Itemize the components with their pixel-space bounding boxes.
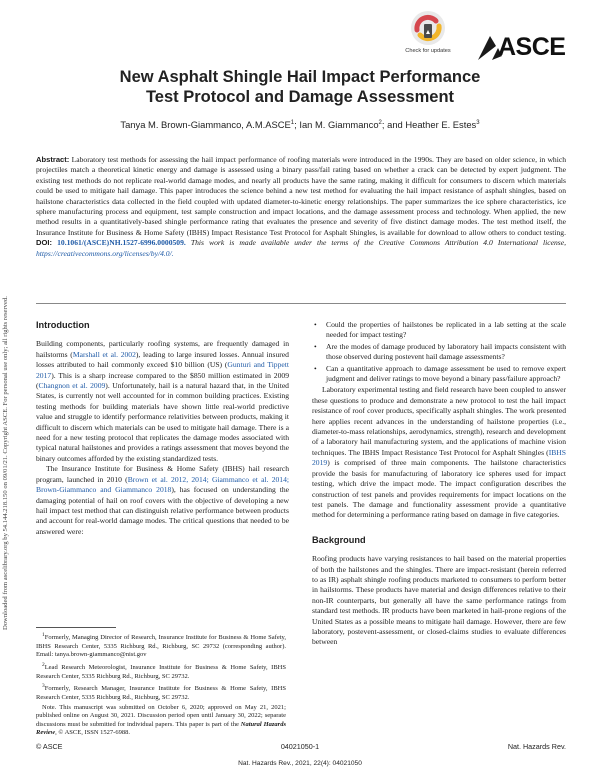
text: ). Unfortunately, hail is a natural hazard that, in the United States, is currently not well accounted for in common building practices. Existing testing methods for building materials have shown little real-world predictive value and struggle to identify performance relativities between products, making it difficult to discern which materials can be used to mitigate hail damage. There is a need for a new testing protocol that replicates the damage modes associated with typical natural hailstones and provides a ratings assessment that moves beyond the binary outcomes afforded by the existing standardized tests. [36,381,289,463]
license-text: This work is made available under the terms of the Creative Commons Attribution 4.0 International license, [190,238,566,248]
citation-link[interactable]: Changnon et al. 2009 [38,381,106,391]
text: Building components, particularly roofing systems, are frequently damaged in hailstorms ( [36,339,289,359]
footer-citation: Nat. Hazards Rev., 2021, 22(4): 04021050 [238,760,362,767]
introduction-heading: Introduction [36,320,90,330]
right-paragraph-1 [312,385,566,520]
footnote-divider [36,627,116,628]
text: The Insurance Institute for Business & Home Safety (IBHS) hail research program, launched in 2010 ( [36,464,289,484]
text: ), leading to large insured losses. Annual insured losses attributed to hail commonly exceed $10 billion (US) ( [36,349,289,370]
check-for-updates-badge[interactable] [404,8,452,64]
footnote-3: $^3$Formerly, Research Manager, Insurance Institute for Business & Home Safety, IBHS Research Center, 5335 Richburg Rd., Richburg, SC 29732. [36,683,286,702]
citation-link[interactable]: Marshall et al. 2002 [72,349,136,359]
question-list [312,320,566,384]
submission-note [36,704,286,738]
background-paragraph: Roofing products have varying resistances to hail based on the material properties of both the hailstones and the shingles. There are impact-resistant (herein referred to as IR) asphalt shingle roofing products marketed to consumers to perform better in hailstorms. These products have material and design differences relative to their non-IR counterparts, but generally all have the same performance ratings from standard test methods. IR products have been marketed in hail-prone regions of the United States as a possible means to mitigate hail damage. However, there are few laboratory, postevent-assessment, or closed-claims studies to evaluate differences between [312,554,566,647]
citation-link[interactable]: Gunturi and Tippett 2017 [36,360,289,380]
abstract-label: Abstract: [36,155,70,164]
text: ). This is a sharp increase compared to the $850 million estimated in 2009 ( [36,370,289,391]
citation-link[interactable]: Brown et al. 2012, 2014; Giammanco et al. 2014; Brown-Giammanco and Giammanco 2018 [36,474,290,495]
author-name: Ian M. Giammanco [299,119,379,130]
author-affil: 2 [378,119,382,126]
license-link[interactable]: https://creativecommons.org/licenses/by/4.0/. [36,248,174,258]
right-column [312,320,566,648]
background-heading: Background [312,534,366,545]
abstract-text: Laboratory test methods for assessing the hail impact performance of roofing materials were introduced in the 1990s. They are based on older science, in which projectiles match a theoretical kinetic energy and damage is assessed using a binary pass/fail rating based on whether a crack can be detected by expert judgment. The existing test methods do not replicate real-world damage modes, and nearly all products have the same rating, making it difficult for consumers to discern which materials could be used to mitigate hail damage. This paper introduces the science behind a new test method for evaluating the hail impact resistance of asphalt shingles, based on hailstone characteristics data collected in the field coupled with updated diameter-to-kinetic energy relationships. The paper summarizes the ice sphere characteristics, ice sphere manufacturing process and equipment, test sample construction and impact locations, and the damage assessment process and technology. When applied, the new method results in a quantitatively-based shingle performance rating that evaluates the presence and severity of five distinct damage modes. The test method itself, the Insurance Institute for Business & Home Safety (IBHS) Impact Resistance Test Protocol for Asphalt Shingles, is available for download to allow others to conduct testing. [36,155,566,237]
footnote-text: Formerly, Research Manager, Insurance Institute for Business & Home Safety, IBHS Research Center, 5335 Richburg Rd., Richburg, SC 29732. [36,685,286,702]
update-badge-icon [404,8,452,64]
footer-copyright: © ASCE [36,742,63,751]
text: Laboratory experimental testing and field research have been coupled to answer these questions to produce and demonstrate a new protocol to test the hail impact resistance of roof cover products, specifically asphalt shingles. The work presented here applies recent advances in the understanding of hailstone properties (i.e., diameter-to-mass relationships, aerodynamics, strength), research and development of a laboratory hail manufacturing system, and the applications of machine vision techniques. The IBHS Impact Resistance Test Protocol for Asphalt Shingles ( [312,385,566,457]
list-item: • Are the modes of damage produced by laboratory hail impacts consistent with those observed during postevent hail damage assessments? [326,342,566,363]
asce-logo [476,30,568,64]
download-note [2,150,12,630]
journal-name: Natural Hazards Review [36,720,286,737]
footnote-text: Formerly, Managing Director of Research, Insurance Institute for Business & Home Safety, IBHS Research Center, 5335 Richburg Rd., Richburg, SC 29732 (corresponding author). Email: tanya.brown-giammanco@nist.gov [36,634,286,659]
footnote-2: $^2$Lead Research Meteorologist, Insurance Institute for Business & Home Safety, IBHS Research Center, 5335 Richburg Rd., Richburg, SC 29732. [36,661,286,680]
author-affil: 3 [476,119,480,126]
abstract [36,155,566,259]
text: ) is comprised of three main components. The hailstone characteristics provide the basis for manufacturing of laboratory ice spheres used for impact testing, which drive the impact mode. The impact configuration describes the construction of test panels and provides requirements for impact locations on the test panels. The damage and functionality assessment provide a quantitative method for determining a performance rating based on damage in five categories. [312,458,566,520]
list-item: • Can a quantitative approach to damage assessment be used to remove expert judgment and deliver ratings to move beyond a binary pass/failure approach? [326,364,566,385]
author-affil: 1 [290,119,295,126]
note-text: , © ASCE, ISSN 1527-6988. [55,729,130,737]
list-item: • Could the properties of hailstones be replicated in a lab setting at the scale needed for impact testing? [326,320,566,341]
note-text: Note. This manuscript was submitted on October 6, 2020; approved on May 21, 2021; published online on August 30, 2021. Discussion period open until January 30, 2022; separate discussions must be submitted for individual papers. This paper is part of the [36,703,286,728]
footnotes [36,631,286,739]
author-sep: ; [294,119,300,130]
footer-journal: Nat. Hazards Rev. [507,742,566,751]
author-name: Heather E. Estes [405,119,477,130]
left-column [36,320,289,537]
author-sep: ; and [381,119,406,130]
title-line-2: Test Protocol and Damage Assessment [145,88,455,106]
footnote-1: $^1$Formerly, Managing Director of Research, Insurance Institute for Business & Home Safety, IBHS Research Center, 5335 Richburg Rd., Richburg, SC 29732 (corresponding author). Email: tanya.brown-giammanco@nist.gov [36,632,286,659]
footnote-text: Lead Research Meteorologist, Insurance Institute for Business & Home Safety, IBHS Research Center, 5335 Richburg Rd., Richburg, SC 29732. [36,664,286,680]
intro-paragraph-2 [36,464,289,537]
title-line-1: New Asphalt Shingle Hail Impact Performance [119,68,481,86]
footer-page-number: 04021050-1 [280,742,320,751]
doi-link[interactable]: 10.1061/(ASCE)NH.1527-6996.0000509. [57,238,186,248]
badge-label: Check for updates [405,48,451,54]
intro-paragraph-1 [36,339,289,464]
author-name: Tanya M. Brown-Giammanco, A.M.ASCE [120,119,291,130]
citation-link[interactable]: IBHS 2019 [312,447,566,468]
article-title [50,67,550,107]
abstract-divider [36,303,566,304]
doi-label: DOI: [36,238,53,248]
text: ), has focused on understanding the damaging potential of hail on roof covers with the objective of developing a new hail impact test method that can distinguish relative performance between products and account for real-world damage modes. The critical questions that needed to be answered were: [36,485,289,536]
download-note-text: Downloaded from ascelibrary.org by 54.144.218.150 on 09/01/21. Copyright ASCE. For personal use only; all rights reserved. [2,296,9,630]
author-list [50,119,550,130]
asce-logo-text: ASCE [498,33,566,61]
